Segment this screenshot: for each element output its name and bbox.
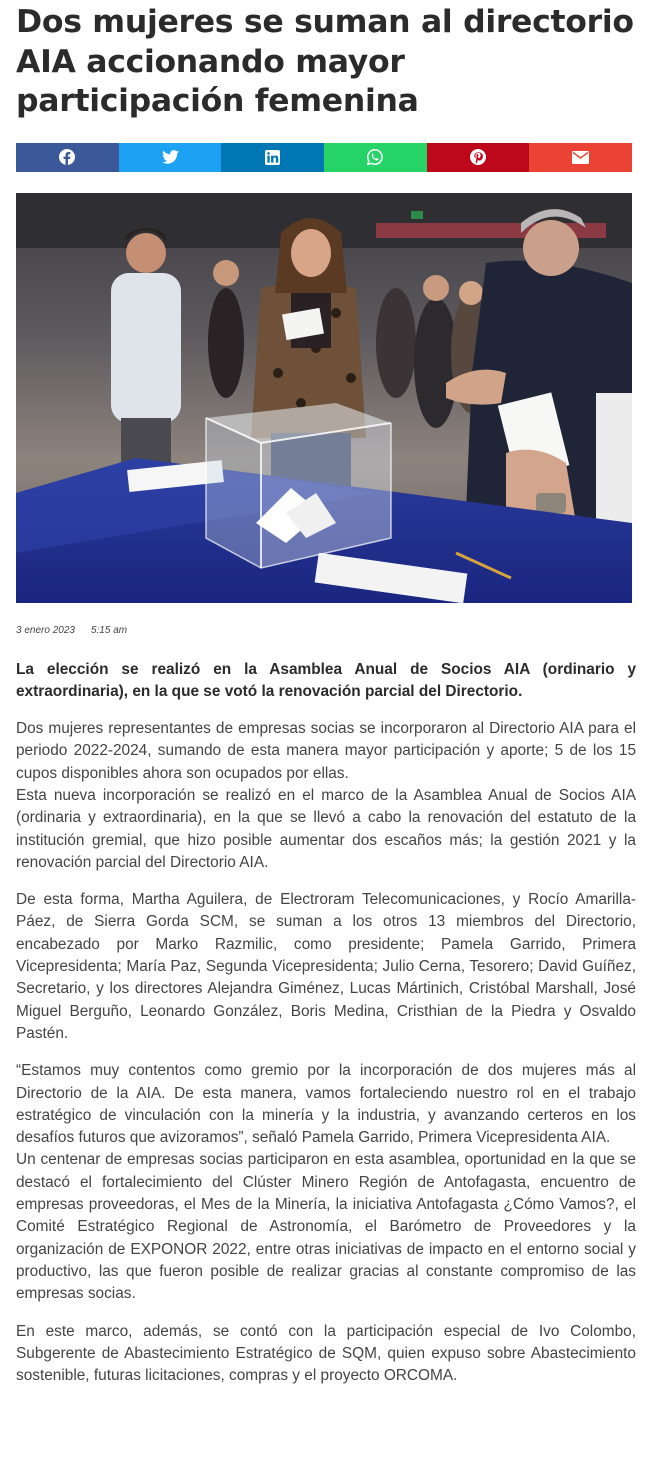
share-twitter-button[interactable] bbox=[119, 143, 222, 172]
article-paragraph: De esta forma, Martha Aguilera, de Electroram Telecomunicaciones, y Rocío Amarilla-Páez, de Sierra Gorda SCM, se suman a los otros 13 miembros del Directorio, encabezado por Marko Razmilic, como presidente; Pamela Garrido, Primera Vicepresidenta; María Paz, Segunda Vicepresidenta; Julio Cerna, Tesorero; David Guíñez, Secretario, y los directores Alejandra Giménez, Lucas Mártinich, Cristóbal Marshall, José Miguel Berguño, Leonardo González, Boris Medina, Cristhian de la Piedra y Osvaldo Pastén. bbox=[16, 891, 636, 1042]
article-hero-image bbox=[16, 193, 632, 603]
share-bar bbox=[16, 143, 632, 172]
share-email-button[interactable] bbox=[529, 143, 632, 172]
linkedin-icon bbox=[265, 150, 280, 165]
article-body bbox=[16, 718, 636, 1387]
whatsapp-icon bbox=[367, 149, 383, 165]
article-paragraph: Dos mujeres representantes de empresas socias se incorporaron al Directorio AIA para el periodo 2022-2024, sumando de esta manera mayor participación y aporte; 5 de los 15 cupos disponibles ahora son ocupados por ellas. bbox=[16, 720, 636, 782]
facebook-icon bbox=[59, 149, 75, 165]
pinterest-icon bbox=[470, 149, 486, 165]
article-lead: La elección se realizó en la Asamblea Anual de Socios AIA (ordinario y extraordinaria), en la que se votó la renovación parcial del Directorio. bbox=[16, 660, 636, 700]
share-pinterest-button[interactable] bbox=[427, 143, 530, 172]
publish-time: 5:15 am bbox=[90, 624, 128, 636]
twitter-icon bbox=[162, 150, 179, 164]
article-paragraph: Esta nueva incorporación se realizó en el marco de la Asamblea Anual de Socios AIA (ordinaria y extraordinaria), en la que se llevó a cabo la renovación del estatuto de la institución gremial, que hizo posible aumentar dos escaños más; la gestión 2021 y la renovación parcial del Directorio AIA. bbox=[16, 786, 636, 871]
ballot-scene-illustration bbox=[16, 193, 632, 603]
envelope-icon bbox=[572, 151, 589, 164]
article-meta bbox=[16, 625, 636, 636]
share-whatsapp-button[interactable] bbox=[324, 143, 427, 172]
article-paragraph: En este marco, además, se contó con la participación especial de Ivo Colombo, Subgerente de Abastecimiento Estratégico de SQM, quien expuso sobre Abastecimiento sostenible, futuras licitaciones, compras y el proyecto ORCOMA. bbox=[16, 1322, 636, 1385]
article-title: Dos mujeres se suman al directorio AIA accionando mayor participación femenina bbox=[16, 4, 634, 119]
article-page bbox=[0, 3, 652, 1387]
article-paragraph: Un centenar de empresas socias participaron en esta asamblea, oportunidad en la que se destacó el fortalecimiento del Clúster Minero Región de Antofagasta, encuentro de empresas proveedoras, el Mes de la Minería, la iniciativa Antofagasta ¿Cómo Vamos?, el Comité Estratégico Regional de Astronomía, el Barómetro de Proveedores y la organización de EXPONOR 2022, entre otras iniciativas de impacto en el entorno social y productivo, las que fueron posible de realizar gracias al constante compromiso de las empresas socias. bbox=[16, 1151, 636, 1303]
publish-date: 3 enero 2023 bbox=[16, 624, 75, 636]
share-linkedin-button[interactable] bbox=[221, 143, 324, 172]
article-paragraph: “Estamos muy contentos como gremio por la incorporación de dos mujeres más al Directorio de la AIA. De esta manera, vamos fortaleciendo nuestro rol en el trabajo estratégico de vinculación con la minería y la industria, y avanzando certeros en los desafíos futuros que avizoramos”, señaló Pamela Garrido, Primera Vicepresidenta AIA. bbox=[16, 1062, 636, 1147]
share-facebook-button[interactable] bbox=[16, 143, 119, 172]
